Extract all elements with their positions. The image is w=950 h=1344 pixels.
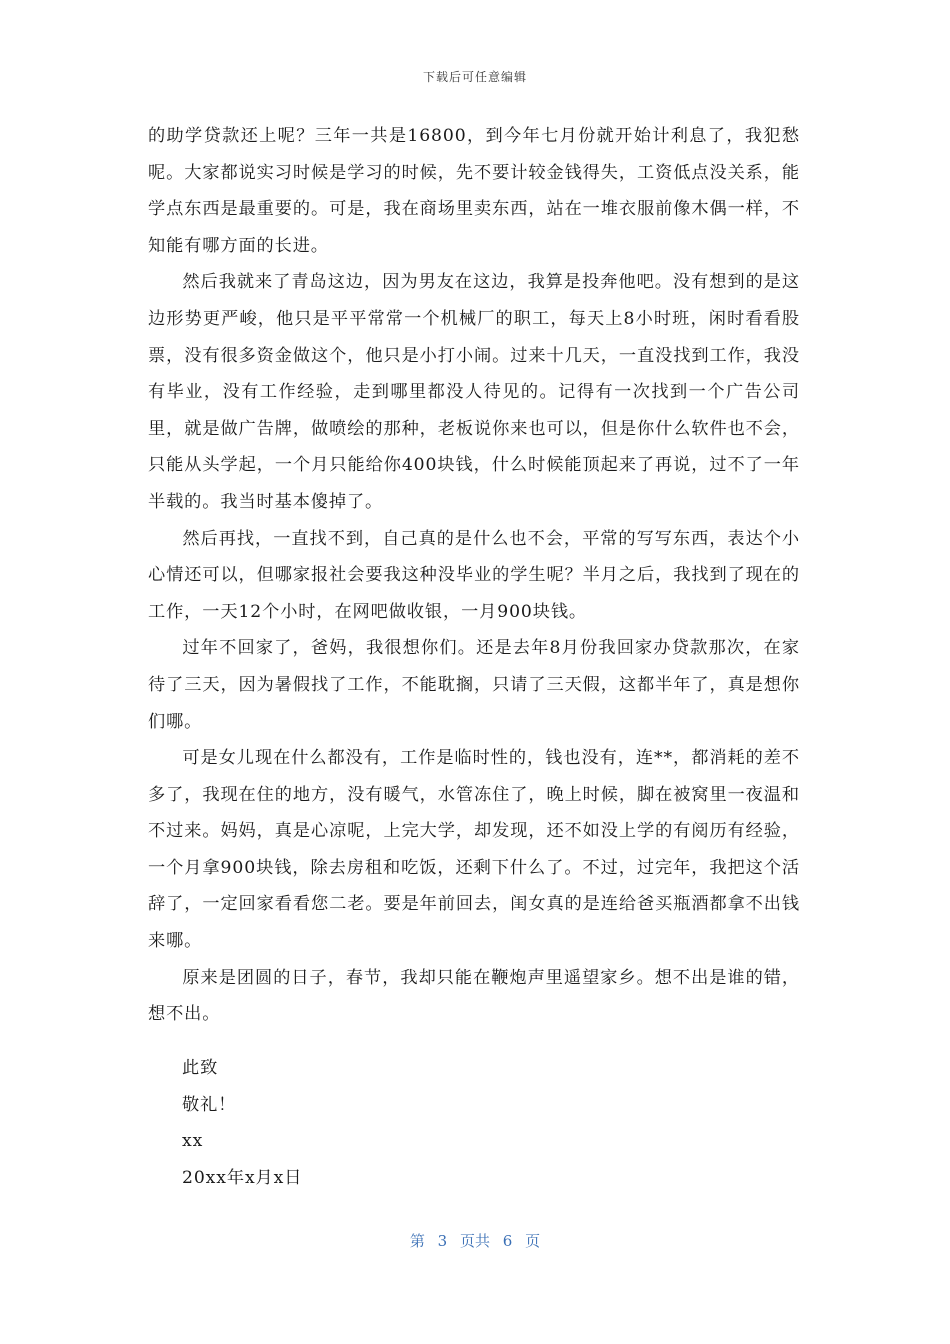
paragraph: 然后再找，一直找不到，自己真的是什么也不会，平常的写写东西，表达个小心情还可以，但哪家报社会要我这种没毕业的学生呢？半月之后，我找到了现在的工作，一天12个小时，在网吧做收银，一月900块钱。 <box>148 528 800 622</box>
paragraph: 可是女儿现在什么都没有，工作是临时性的，钱也没有，连**，都消耗的差不多了，我现在住的地方，没有暖气，水管冻住了，晚上时候，脚在被窝里一夜温和不过来。妈妈，真是心凉呢，上完大学，却发现，还不如没上学的有阅历有经验，一个月拿900块钱，除去房租和吃饭，还剩下什么了。不过，过完年，我把这个活辞了，一定回家看看您二老。要是年前回去，闺女真的是连给爸买瓶酒都拿不出钱来哪。 <box>148 748 800 952</box>
header-note: 下载后可任意编辑 <box>422 70 527 84</box>
paragraph: 的助学贷款还上呢？三年一共是16800，到今年七月份就开始计利息了，我犯愁呢。大家都说实习时候是学习的时候，先不要计较金钱得失，工资低点没关系，能学点东西是最重要的。可是，我在商场里卖东西，站在一堆衣服前像木偶一样，不知能有哪方面的长进。 <box>148 126 800 256</box>
page-footer <box>0 1230 950 1251</box>
signature: xx <box>182 1131 204 1152</box>
page-label-prefix: 第 <box>409 1232 425 1250</box>
page-label-suffix: 页 <box>525 1232 541 1250</box>
total-pages-number: 6 <box>502 1232 513 1250</box>
letter-closing <box>182 1050 302 1196</box>
letter-body <box>148 118 800 1033</box>
regards: 敬礼！ <box>182 1094 237 1115</box>
paragraph: 过年不回家了，爸妈，我很想你们。还是去年8月份我回家办贷款那次，在家待了三天，因为暑假找了工作，不能耽搁，只请了三天假，这都半年了，真是想你们哪。 <box>148 638 800 732</box>
current-page-number: 3 <box>437 1232 448 1250</box>
page-label-mid: 页共 <box>459 1232 490 1250</box>
paragraph: 原来是团圆的日子，春节，我却只能在鞭炮声里遥望家乡。想不出是谁的错，想不出。 <box>148 967 800 1025</box>
letter-date: 20xx年x月x日 <box>182 1167 303 1188</box>
paragraph: 然后我就来了青岛这边，因为男友在这边，我算是投奔他吧。没有想到的是这边形势更严峻，他只是平平常常一个机械厂的职工，每天上8小时班，闲时看看股票，没有很多资金做这个，他只是小打小闹。过来十几天，一直没找到工作，我没有毕业，没有工作经验，走到哪里都没人待见的。记得有一次找到一个广告公司里，就是做广告牌，做喷绘的那种，老板说你来也可以，但是你什么软件也不会，只能从头学起，一个月只能给你400块钱，什么时候能顶起来了再说，过不了一年半载的。我当时基本傻掉了。 <box>148 272 800 512</box>
salutation: 此致 <box>182 1058 219 1078</box>
